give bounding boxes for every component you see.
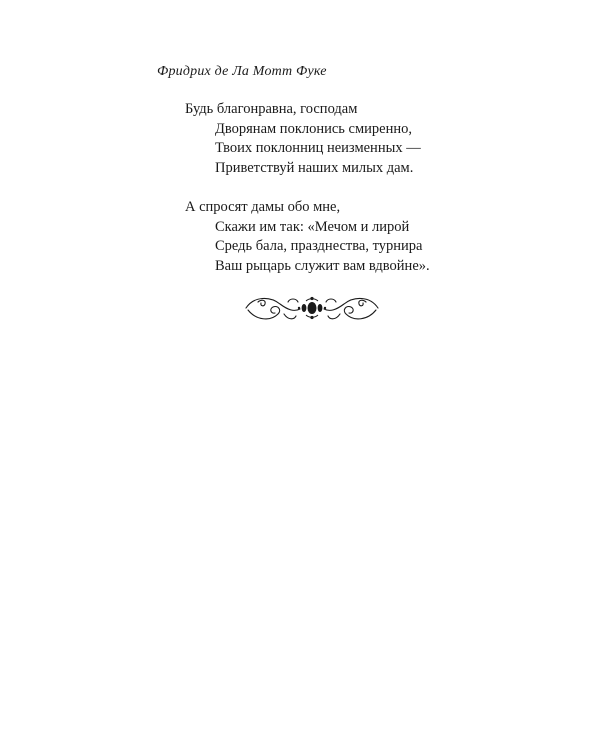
- poem-line: Скажи им так: «Мечом и лирой: [215, 218, 410, 235]
- poem-line: А спросят дамы обо мне,: [185, 199, 341, 215]
- stanza-1: [185, 100, 430, 178]
- poem: [185, 100, 430, 296]
- poem-line: Твоих поклонниц неизменных —: [215, 140, 421, 156]
- poem-line: Приветствуй наших милых дам.: [215, 159, 414, 176]
- poem-line: Средь бала, празднества, турнира: [215, 238, 423, 254]
- poem-line: Дворянам поклонись смиренно,: [215, 120, 412, 137]
- poem-line: Будь благонравна, господам: [185, 101, 358, 117]
- scroll-flourish-icon: [244, 290, 380, 328]
- poem-line: Ваш рыцарь служит вам вдвойне».: [215, 257, 430, 274]
- stanza-2: [185, 198, 430, 276]
- running-head: Фридрих де Ла Мотт Фуке: [157, 64, 327, 79]
